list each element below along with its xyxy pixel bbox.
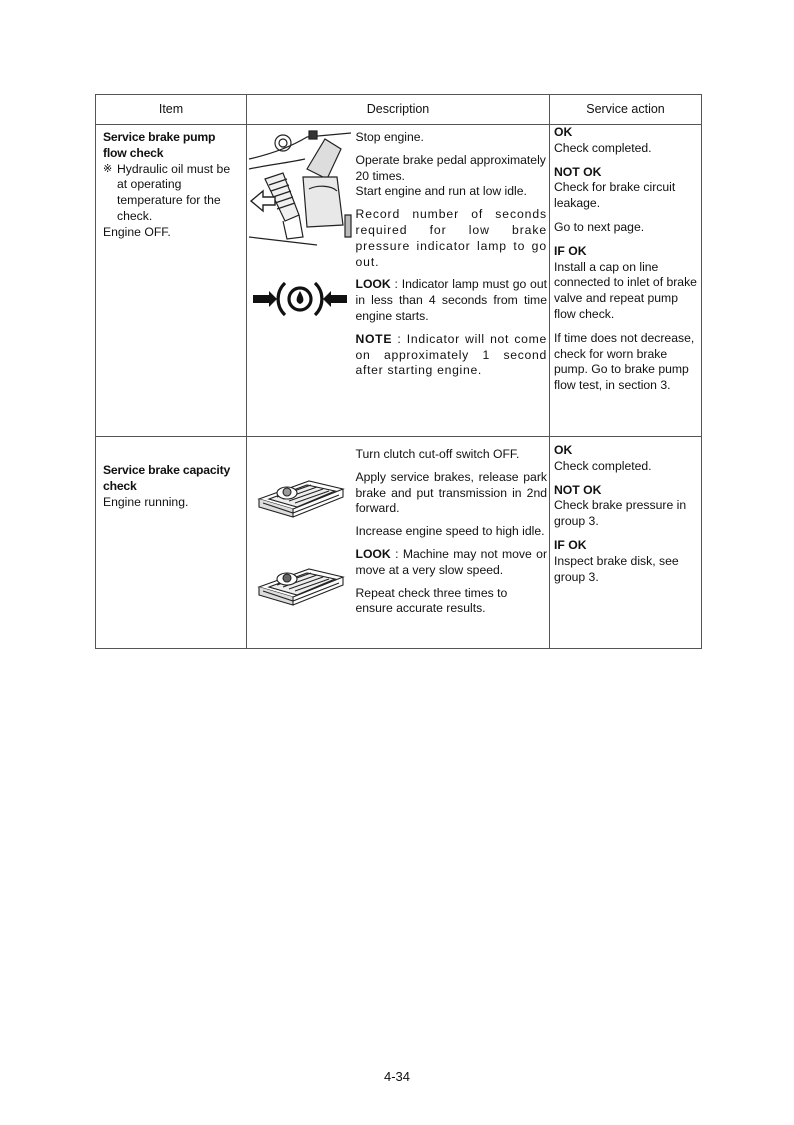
status-if-ok: IF OK	[554, 537, 587, 552]
item-note	[103, 162, 240, 225]
look-text: : Machine may not move or move at a very slow speed.	[355, 546, 547, 577]
note-text: : Indicator will not come on approximately 1 second after starting engine.	[355, 331, 547, 378]
brake-pedal-illustration	[247, 129, 353, 249]
item-title: Service brake capacity check	[103, 463, 231, 493]
service-action-cell	[550, 437, 702, 649]
service-line: Go to next page.	[554, 219, 645, 234]
status-not-ok: NOT OK	[554, 482, 602, 497]
park-brake-switch-off-illustration	[247, 543, 353, 617]
service-line: Check for brake circuit leakage.	[554, 180, 676, 211]
service-line: Check completed.	[554, 458, 652, 473]
item-cell	[96, 125, 247, 437]
description-cell	[354, 125, 550, 437]
item-condition: Engine running.	[103, 494, 189, 509]
item-condition: Engine OFF.	[103, 224, 171, 239]
description-step: Operate brake pedal approximately 20 times.	[355, 152, 546, 183]
status-ok: OK	[554, 125, 573, 139]
brake-pressure-warning-icon	[247, 271, 353, 327]
item-note-text: Hydraulic oil must be at operating temperature for the check.	[117, 161, 231, 223]
park-brake-switch-on-illustration	[247, 459, 353, 523]
table-row	[96, 437, 702, 649]
description-step: Turn clutch cut-off switch OFF.	[355, 447, 520, 461]
status-not-ok: NOT OK	[554, 164, 602, 179]
description-step: Increase engine speed to high idle.	[355, 524, 545, 539]
service-line: Inspect brake disk, see group 3.	[554, 553, 679, 584]
service-line: Check completed.	[554, 140, 652, 155]
table-row	[96, 125, 702, 437]
item-title: Service brake pump flow check	[103, 130, 216, 160]
look-keyword: LOOK	[355, 277, 391, 292]
look-keyword: LOOK	[355, 546, 391, 561]
description-cell	[354, 437, 550, 649]
service-line: If time does not decrease, check for worn brake pump. Go to brake pump flow test, in section 3.	[554, 330, 695, 393]
status-ok: OK	[554, 443, 573, 457]
reference-mark: ※	[103, 162, 113, 175]
table-header-row	[96, 95, 702, 125]
description-note	[356, 332, 548, 379]
item-cell	[96, 437, 247, 649]
header-service-action: Service action	[550, 95, 702, 125]
illustration-cell	[247, 437, 354, 649]
description-step: Repeat check three times to ensure accurate results.	[355, 585, 508, 616]
service-table	[95, 94, 702, 649]
illustration-cell	[247, 125, 354, 437]
service-action-cell	[550, 125, 702, 437]
look-text: : Indicator lamp must go out in less than 4 seconds from time engine starts.	[355, 277, 547, 323]
description-step: Stop engine.	[355, 130, 424, 144]
header-item: Item	[96, 95, 247, 125]
description-step: Record number of seconds required for low brake pressure indicator lamp to go out.	[355, 207, 547, 269]
service-line: Install a cap on line connected to inlet of brake valve and repeat pump flow check.	[554, 259, 697, 321]
service-line: Check brake pressure in group 3.	[554, 498, 687, 529]
page-number: 4-34	[383, 1069, 411, 1084]
description-look	[356, 547, 548, 579]
status-if-ok: IF OK	[554, 243, 587, 258]
description-look	[356, 277, 548, 324]
header-description: Description	[247, 95, 550, 125]
description-step: Apply service brakes, release park brake and put transmission in 2nd forward.	[355, 469, 547, 516]
description-step: Start engine and run at low idle.	[355, 184, 527, 199]
note-keyword: NOTE	[355, 331, 393, 346]
